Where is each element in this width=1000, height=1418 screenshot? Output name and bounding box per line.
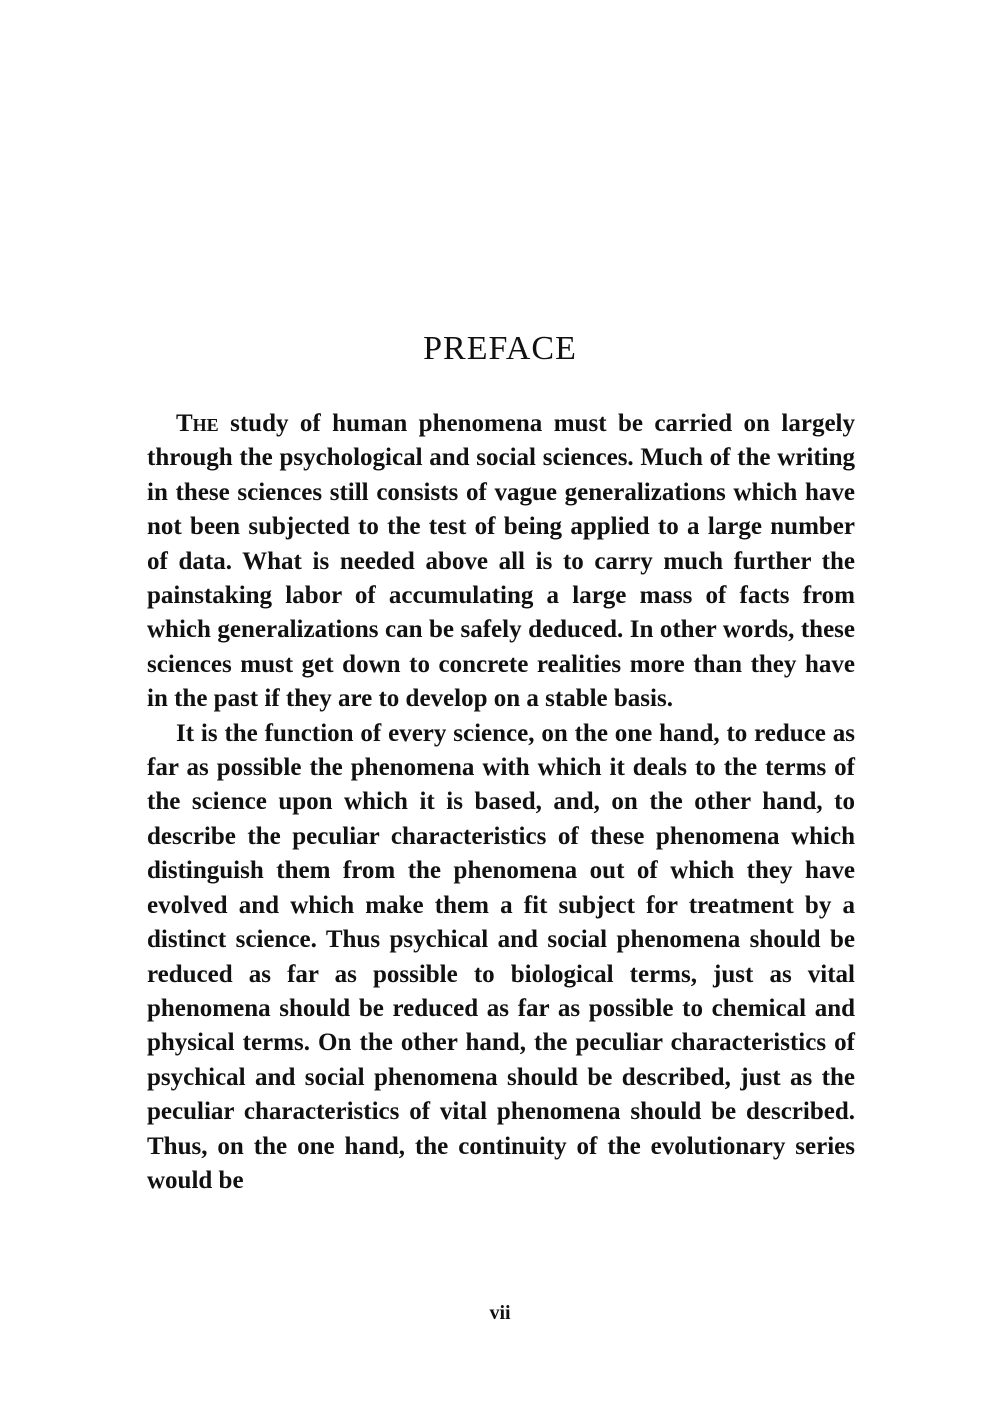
paragraph-1-text: study of human phenomena must be carried on largely through the psychological and social sciences. Much of the writing in these sciences still consists of vague generalizations which have not been subjected to the test of being applied to a large number of data. What is needed above all is to carry much further the painstaking labor of accumulating a large mass of facts from which generalizations can be safely deduced. In other words, these sciences must get down to concrete realities more than they have in the past if they are to develop on a stable basis. [147, 410, 855, 713]
page-number: vii [489, 1302, 511, 1324]
paragraph-1 [147, 407, 855, 717]
paragraph-2: It is the function of every science, on the one hand, to reduce as far as possible the phenomena with which it deals to the terms of the science upon which it is based, and, on the other hand, to describe the peculiar characteristics of these phenomena which distinguish them from the phenomena out of which they have evolved and which make them a fit subject for treatment by a distinct science. Thus psychical and social phenomena should be reduced as far as possible to biological terms, just as vital phenomena should be reduced as far as possible to chemical and physical terms. On the other hand, the peculiar characteristics of psychical and social phenomena should be described, just as the peculiar characteristics of vital phenomena should be described. Thus, on the one hand, the continuity of the evolutionary series would be [147, 719, 855, 1194]
paragraph-1-lead: The [176, 410, 219, 437]
preface-body [147, 407, 855, 1198]
page-title: PREFACE [423, 330, 577, 367]
